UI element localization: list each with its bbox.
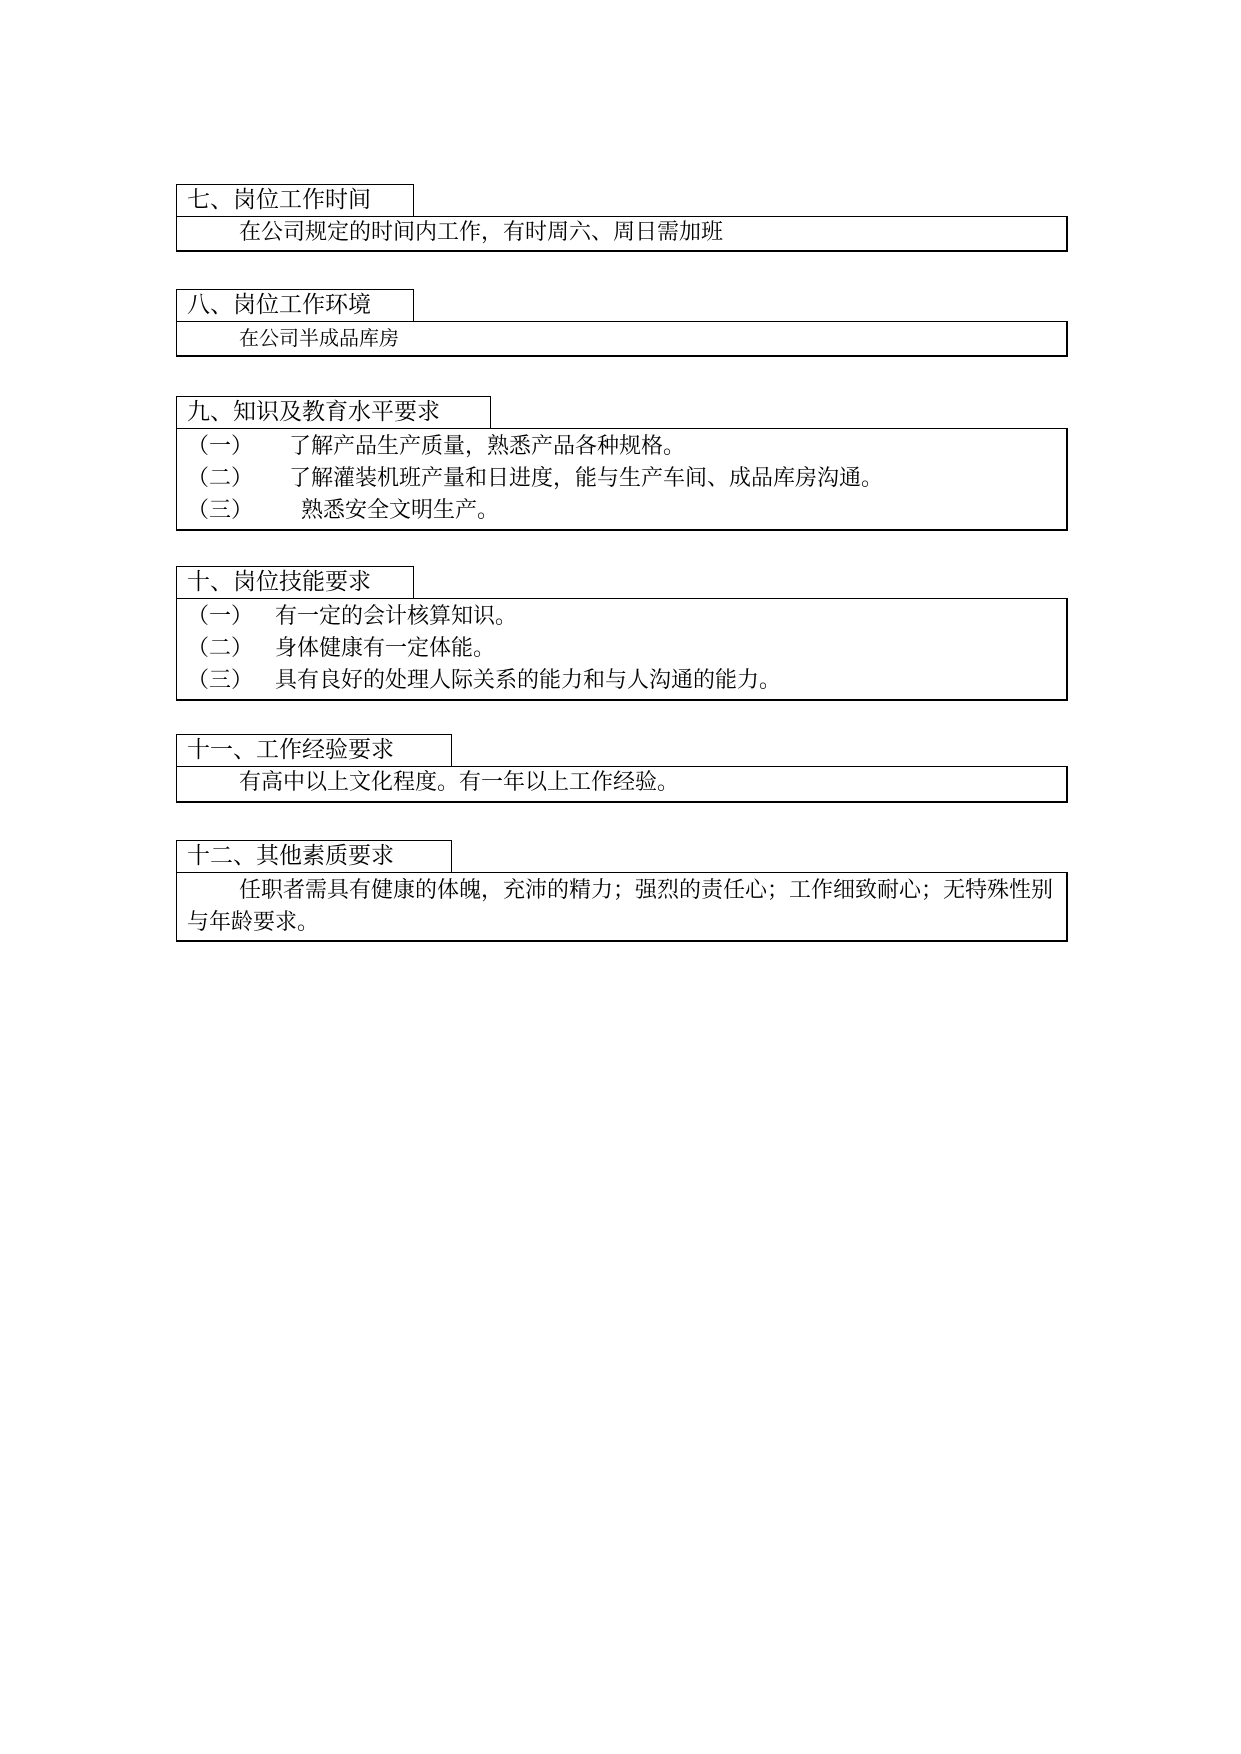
item-text: 熟悉安全文明生产。 bbox=[301, 498, 500, 523]
section-content: 任职者需具有健康的体魄，充沛的精力；强烈的责任心；工作细致耐心；无特殊性别与年龄要求。 bbox=[176, 872, 1068, 942]
section-title: 八、岗位工作环境 bbox=[176, 289, 414, 321]
item-number: （二） bbox=[187, 636, 254, 661]
list-item bbox=[187, 495, 1058, 527]
item-number: （三） bbox=[187, 498, 254, 523]
item-text: 了解灌装机班产量和日进度，能与生产车间、成品库房沟通。 bbox=[289, 466, 884, 491]
section-content: 在公司半成品库房 bbox=[176, 321, 1068, 357]
section-knowledge-education bbox=[176, 396, 1068, 531]
item-text: 了解产品生产质量，熟悉产品各种规格。 bbox=[289, 434, 686, 459]
list-item bbox=[187, 633, 1058, 665]
list-item bbox=[187, 431, 1058, 463]
section-other-qualities bbox=[176, 840, 1068, 942]
section-content bbox=[176, 428, 1068, 531]
list-item bbox=[187, 601, 1058, 633]
item-number: （三） bbox=[187, 668, 254, 693]
item-number: （一） bbox=[187, 434, 254, 459]
section-work-environment bbox=[176, 289, 1068, 357]
section-title: 九、知识及教育水平要求 bbox=[176, 396, 491, 428]
section-work-experience bbox=[176, 734, 1068, 803]
item-text: 有一定的会计核算知识。 bbox=[275, 604, 518, 629]
section-job-skills bbox=[176, 566, 1068, 701]
section-title: 十、岗位技能要求 bbox=[176, 566, 414, 598]
section-content: 在公司规定的时间内工作，有时周六、周日需加班 bbox=[176, 216, 1068, 252]
item-number: （一） bbox=[187, 604, 254, 629]
item-text: 具有良好的处理人际关系的能力和与人沟通的能力。 bbox=[275, 668, 782, 693]
section-work-time bbox=[176, 184, 1068, 252]
section-content: 有高中以上文化程度。有一年以上工作经验。 bbox=[176, 766, 1068, 803]
section-title: 十二、其他素质要求 bbox=[176, 840, 452, 872]
section-content bbox=[176, 598, 1068, 701]
list-item bbox=[187, 463, 1058, 495]
item-text: 身体健康有一定体能。 bbox=[275, 636, 496, 661]
list-item bbox=[187, 665, 1058, 697]
section-title: 十一、工作经验要求 bbox=[176, 734, 452, 766]
item-number: （二） bbox=[187, 466, 254, 491]
section-title: 七、岗位工作时间 bbox=[176, 184, 414, 216]
